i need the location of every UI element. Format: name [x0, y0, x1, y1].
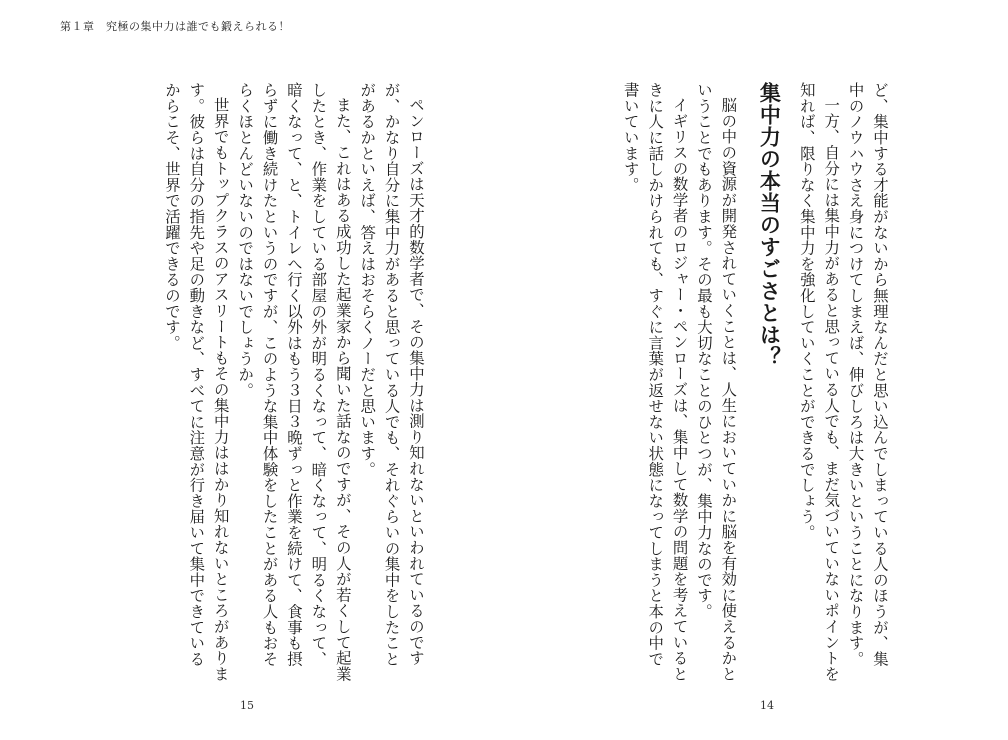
page-number-right: 14 [760, 699, 774, 712]
left-paragraph-3: 世界でもトップクラスのアスリートもその集中力ははかり知れないところがあります。彼らは自分の指先や足の動きなど、すべてに注意が行き届いて集中できているからこそ、世界で活躍できるのです。 [162, 82, 230, 682]
left-paragraph-1: ペンローズは天才的数学者で、その集中力は測り知れないといわれているのですが、かなり自分に集中力があると思っている人でも、それぐらいの集中をしたことがあるかといえば、答えはおそらくノーだと思います。 [358, 82, 425, 667]
right-paragraph-4: イギリスの数学者のロジャー・ペンローズは、集中して数学の問題を考えているときに人に話しかけられても、すぐに言葉が返せない状態になってしまうと本の中で書いています。 [621, 82, 689, 682]
page-number-left: 15 [240, 699, 254, 712]
right-paragraph-1: ど、集中する才能がないから無理なんだと思い込んでしまっている人のほうが、集中のノウハウさえ身につけてしまえば、伸びしろは大きいということになります。 [846, 82, 889, 667]
left-page-text [142, 82, 428, 682]
right-paragraph-2: 一方、自分には集中力があると思っている人でも、まだ気づいていないポイントを知れば、限りなく集中力を強化していくことができるでしょう。 [797, 82, 841, 682]
section-heading: 集中力の本当のすごさとは？ [757, 82, 782, 368]
right-page-text [588, 82, 892, 682]
running-header: 第１章 究極の集中力は誰でも鍛えられる！ [60, 20, 290, 33]
right-paragraph-3: 脳の中の資源が開発されていくことは、人生においていかに脳を有効に使えるかということでもあります。その最も大切なことのひとつが、集中力なのです。 [694, 82, 738, 682]
left-paragraph-2: また、これはある成功した起業家から聞いた話なのですが、その人が若くして起業したとき、作業をしている部屋の外が明るくなって、暗くなって、明るくなって、暗くなって、と、トイレへ行く以外はもう３日３晩ずっと作業を続けて、食事も摂らずに働き続けたというのですが、このような集中体験をしたことがある人もおそらくほとんどいないのではないでしょうか。 [236, 82, 352, 682]
